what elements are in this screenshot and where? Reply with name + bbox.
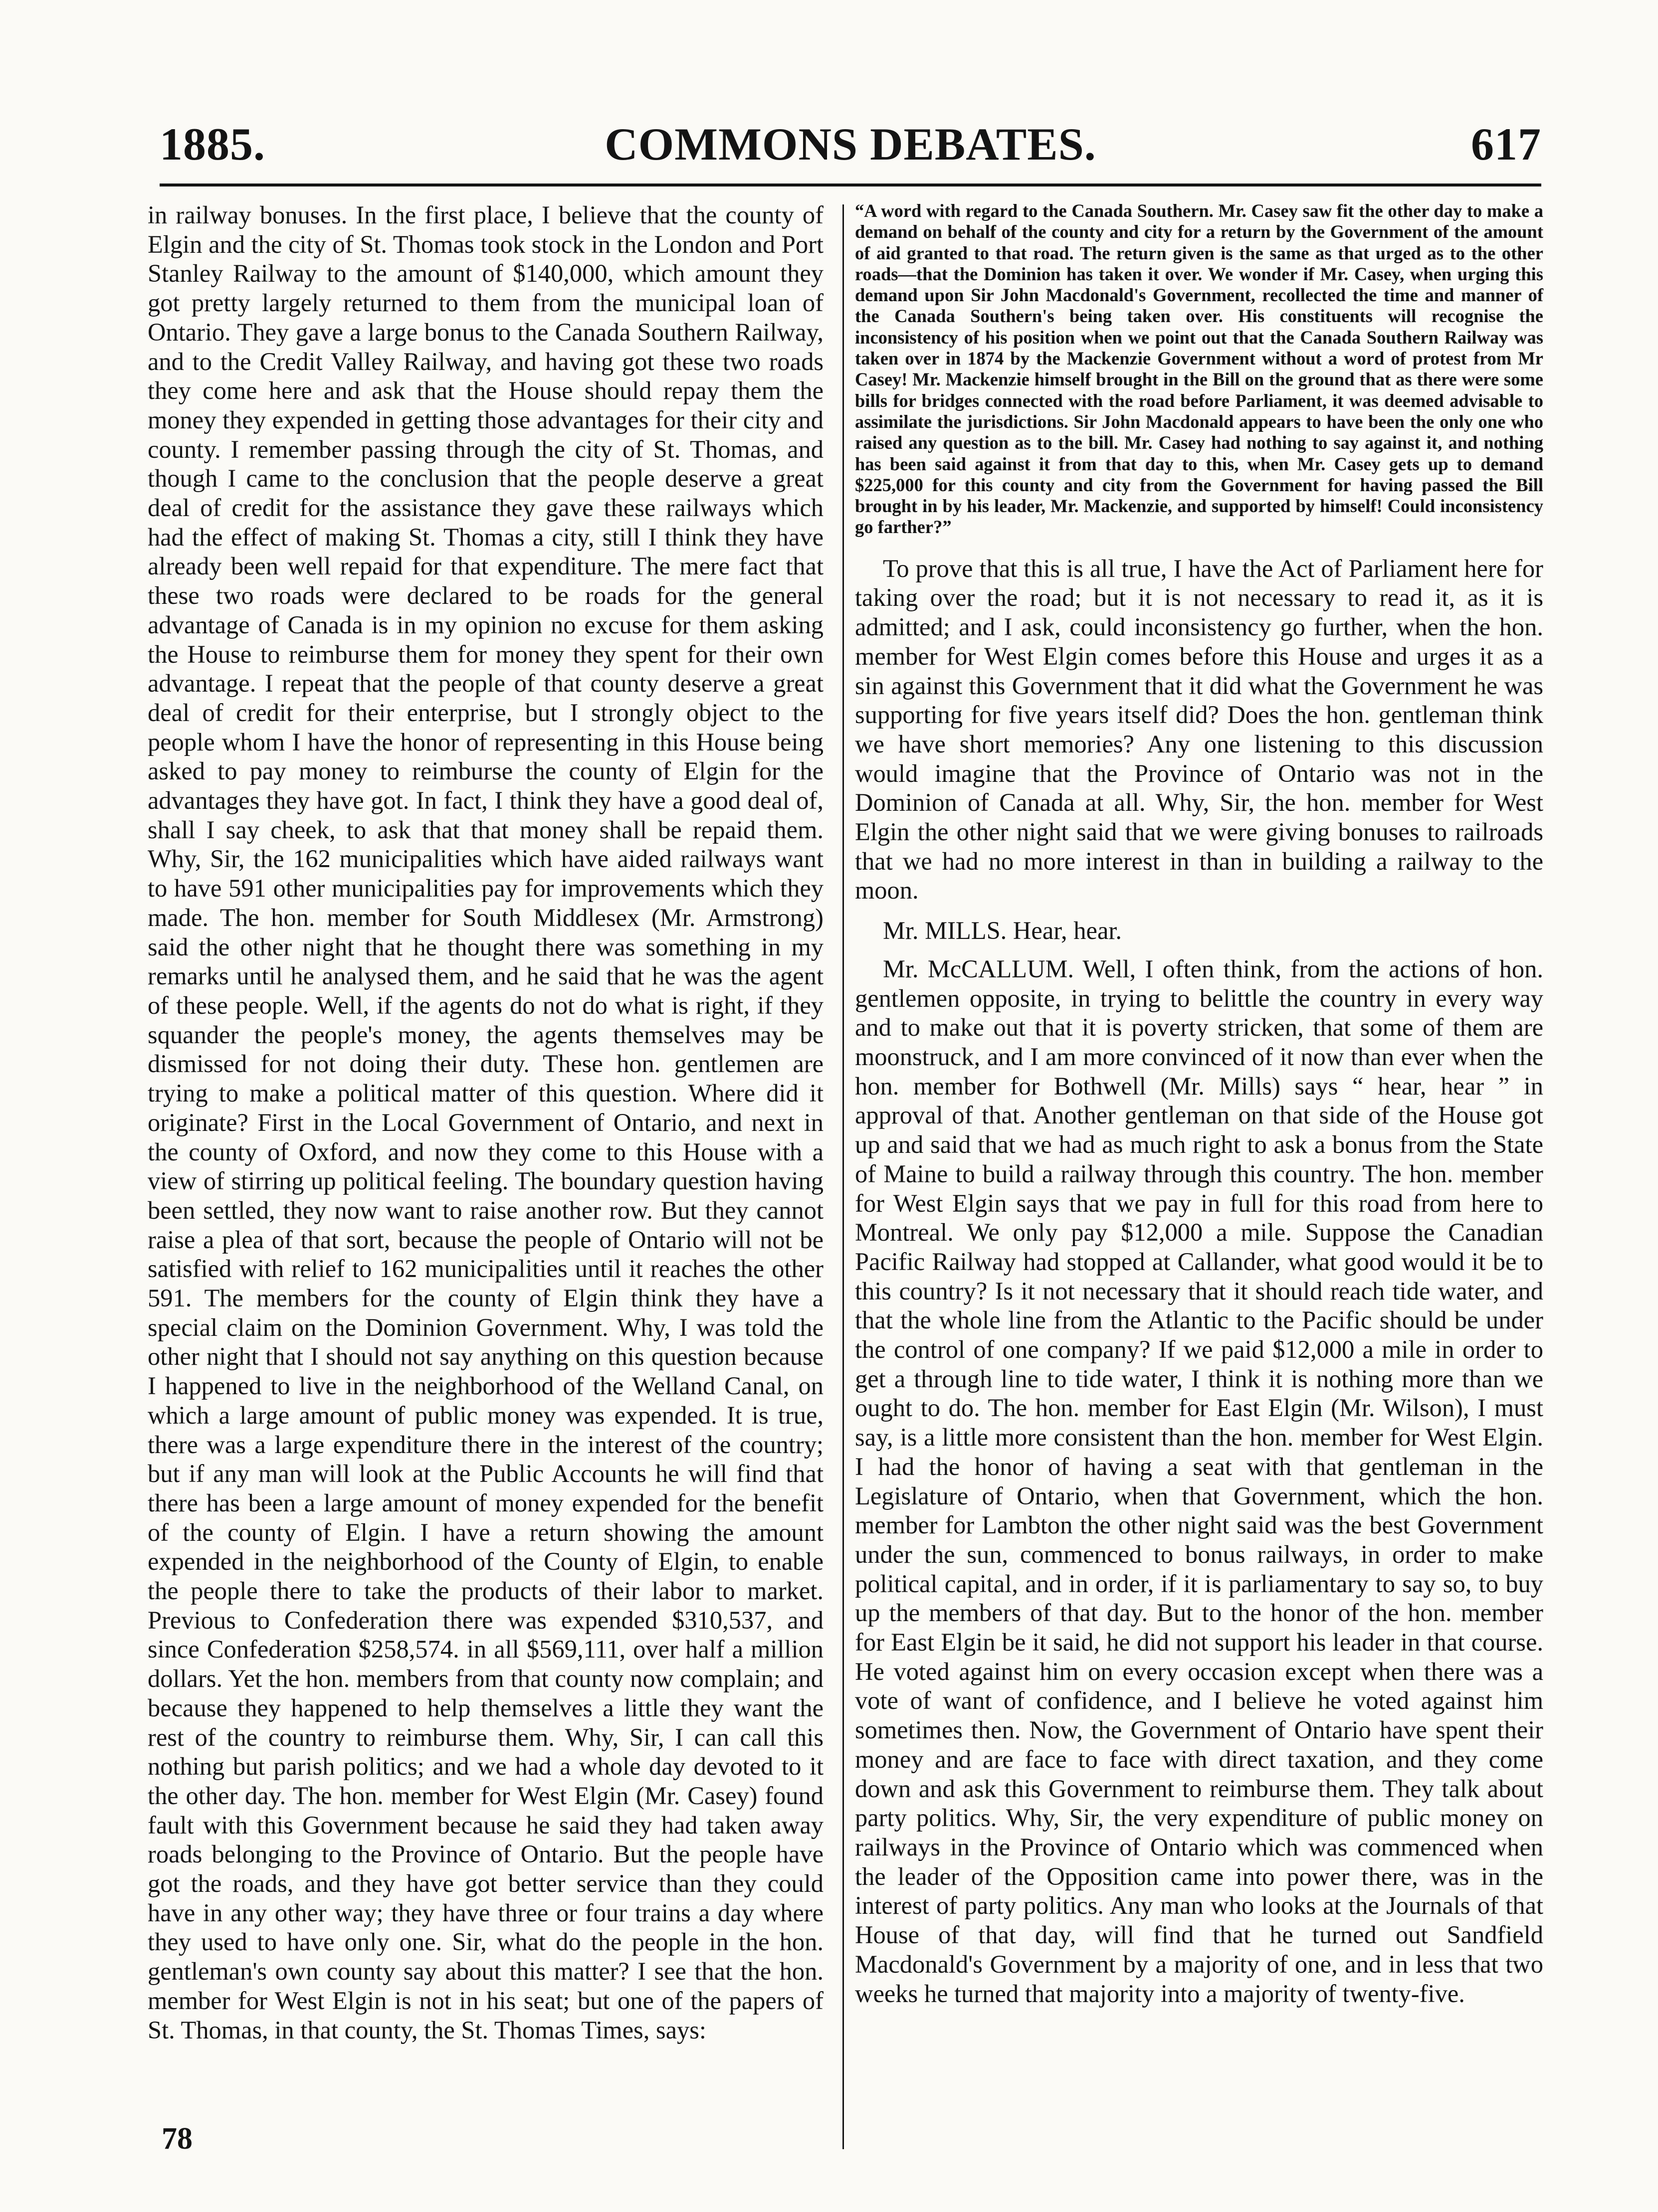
newspaper-quote: “A word with regard to the Canada Southern. Mr. Casey saw fit the other day to make a demand on behalf of the county and city for a return by the Government of the amount of aid granted to that road. The return given is the same as that urged as to the other roads—that the Dominion has taken it over. We wonder if Mr. Casey, when urging this demand upon Sir John Macdonald's Government, recollected the time and manner of the Canada Southern's being taken over. His constituents will recognise the inconsistency of his position when we point out that the Canada Southern Railway was taken over in 1874 by the Mackenzie Government without a word of protest from Mr Casey! Mr. Mackenzie himself brought in the Bill on the ground that as there were some bills for bridges connected with the road before Parliament, it was deemed advisable to assimilate the jurisdictions. Sir John Macdonald appears to have been the only one who raised any question as to the bill. Mr. Casey had nothing to say against it, and nothing has been said against it from that day to this, when Mr. Casey gets up to demand $225,000 for this county and city from the Government for having passed the Bill brought in by his leader, Mr. Mackenzie, and supported by himself! Could inconsistency go farther?”	[855, 200, 1543, 538]
left-column-text: in railway bonuses. In the first place, I believe that the county of Elgin and the city of St. Thomas took stock in the London and Port Stanley Railway to the amount of $140,000, which amount they got pretty largely returned to them from the municipal loan of Ontario. They gave a large bonus to the Canada Southern Railway, and to the Credit Valley Railway, and having got these two roads they come here and ask that the House should repay them the money they expended in getting those advantages for their city and county. I remember passing through the city of St. Thomas, and though I came to the conclusion that the people deserve a great deal of credit for the assistance they gave these railways which had the effect of making St. Thomas a city, still I think they have already been well repaid for that expenditure. The mere fact that these two roads were declared to be roads for the general advantage of Canada is in my opinion no excuse for them asking the House to reimburse them for money they spent for their own advantage. I repeat that the people of that county deserve a great deal of credit for their enterprise, but I strongly object to the people whom I have the honor of representing in this House being asked to pay money to reimburse the county of Elgin for the advantages they have got. In fact, I think they have a good deal of, shall I say cheek, to ask that that money shall be repaid them. Why, Sir, the 162 municipalities which have aided railways want to have 591 other municipalities pay for improvements which they made. The hon. member for South Middlesex (Mr. Armstrong) said the other night that he thought there was something in my remarks until he analysed them, and he said that he was the agent of these people. Well, if the agents do not do what is right, if they squander the people's money, the agents themselves may be dismissed for not doing their duty. These hon. gentlemen are trying to make a political matter of this question. Where did it originate? First in the Local Government of Ontario, and next in the county of Oxford, and now they come to this House with a view of stirring up political feeling. The boundary question having been settled, they now want to raise another row. But they cannot raise a plea of that sort, because the people of Ontario will not be satisfied with relief to 162 municipalities until it reaches the other 591. The members for the county of Elgin think they have a special claim on the Dominion Government. Why, I was told the other night that I should not say anything on this question because I happened to live in the neighborhood of the Welland Canal, on which a large amount of public money was expended. It is true, there was a large expenditure there in the interest of the country; but if any man will look at the Public Accounts he will find that there has been a large amount of money expended for the benefit of the county of Elgin. I have a return showing the amount expended in the neighborhood of the County of Elgin, to enable the people there to take the products of their labor to market. Previous to Confederation there was expended $310,537, and since Confederation $258,574. in all $569,111, over half a million dollars. Yet the hon. members from that county now complain; and because they happened to help themselves a little they want the rest of the country to reimburse them. Why, Sir, I can call this nothing but parish politics; and we had a whole day devoted to it the other day. The hon. member for West Elgin (Mr. Casey) found fault with this Government because he said they had taken away roads belonging to the Province of Ontario. But the people have got the roads, and they have got better service than they could have in any other way; they have three or four trains a day where they used to have only one. Sir, what do the people in the hon. gentleman's own county say about this matter? I see that the hon. member for West Elgin is not in his seat; but one of the papers of St. Thomas, in that county, the St. Thomas Times, says:	[148, 201, 824, 2044]
page-header	[160, 118, 1541, 173]
header-title: COMMONS DEBATES.	[605, 119, 1096, 170]
speaker-mccallum: Mr. McCALLUM. Well, I often think, from the actions of hon. gentlemen opposite, in trying to belittle the country in every way and to make out that it is poverty stricken, that some of them are moonstruck, and I am more convinced of it now than ever when the hon. member for Bothwell (Mr. Mills) says “ hear, hear ” in approval of that. Another gentleman on that side of the House got up and said that we had as much right to ask a bonus from the State of Maine to build a railway through this country. The hon. member for West Elgin says that we pay in full for this road from here to Montreal. We only pay $12,000 a mile. Suppose the Canadian Pacific Railway had stopped at Callander, what good would it be to this country? Is it not necessary that it should reach tide water, and that the whole line from the Atlantic to the Pacific should be under the control of one company? If we paid $12,000 a mile in order to get a through line to tide water, I think it is nothing more than we ought to do. The hon. member for East Elgin (Mr. Wilson), I must say, is a little more consistent than the hon. member for West Elgin. I had the honor of having a seat with that gentleman in the Legislature of Ontario, when that Government, which the hon. member for Lambton the other night said was the best Government under the sun, commenced to bonus railways, in order to make political capital, and in order, if it is parliamentary to say so, to buy up the members of that day. But to the honor of the hon. member for East Elgin be it said, he did not support his leader in that course. He voted against him on every occasion except when there was a vote of want of confidence, and I believe he voted against him sometimes then. Now, the Government of Ontario have spent their money and are face to face with direct taxation, and they come down and ask this Government to reimburse them. They talk about party politics. Why, Sir, the very expenditure of public money on railways in the Province of Ontario which was commenced when the leader of the Opposition came into power there, was in the interest of party politics. Any man who looks at the Journals of that House of that day, will find that he turned out Sandfield Macdonald's Government by a majority of one, and in less that two weeks he turned that majority into a majority of twenty-five.	[855, 954, 1543, 2008]
speaker-mills: Mr. MILLS. Hear, hear.	[883, 917, 1122, 945]
right-paragraph-1: To prove that this is all true, I have the Act of Parliament here for taking over the road; but it is not necessary to read it, as it is admitted; and I ask, could inconsistency go further, when the hon. member for West Elgin comes before this House and urges it as a sin against this Government that it did what the Government he was supporting for five years itself did? Does the hon. gentleman think we have short memories? Any one listening to this discussion would imagine that the Province of Ontario was not in the Dominion of Canada at all. Why, Sir, the hon. member for West Elgin the other night said that we were giving bonuses to railroads that we had no more interest in than in building a railway to the moon.	[855, 554, 1543, 905]
signature-mark: 78	[162, 2122, 193, 2156]
header-page-number: 617	[1471, 119, 1541, 170]
header-year: 1885.	[160, 119, 265, 170]
left-column	[148, 200, 824, 2044]
column-divider	[842, 204, 844, 2149]
header-rule	[160, 184, 1541, 186]
right-column	[855, 200, 1543, 2008]
